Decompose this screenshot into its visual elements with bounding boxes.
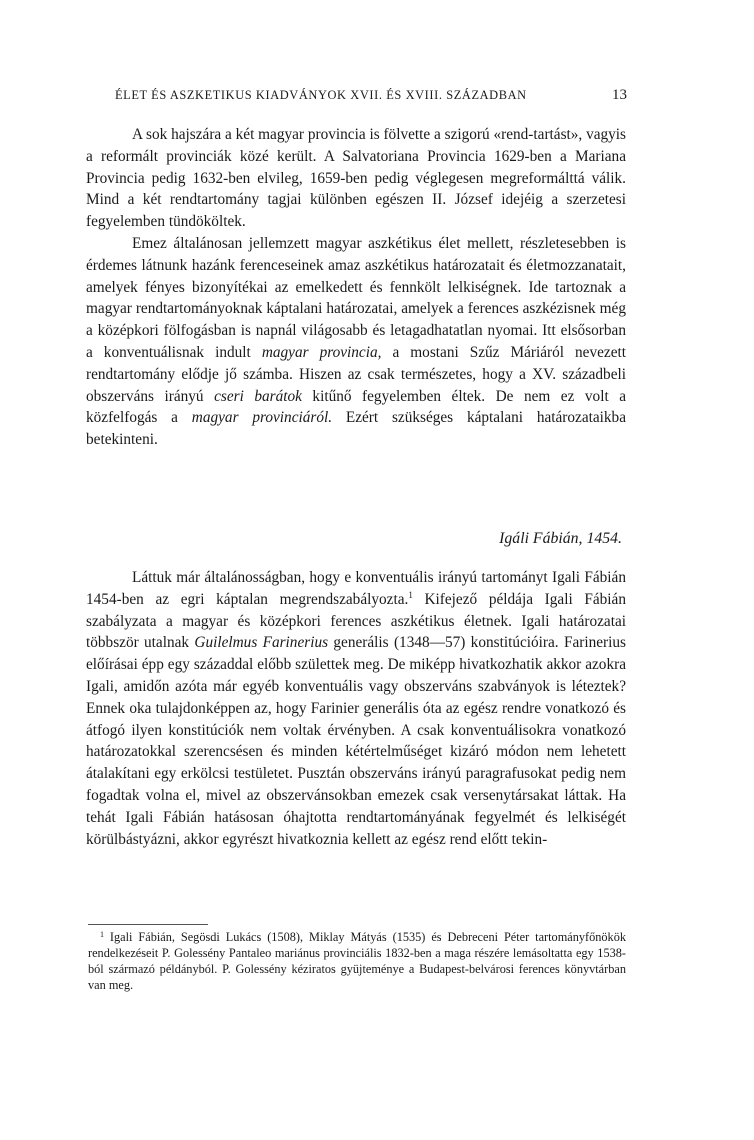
paragraph-3-emphasis-1: Guilelmus Farinerius [194, 634, 329, 652]
running-head-title: ÉLET ÉS ASZKETIKUS KIADVÁNYOK XVII. ÉS XVIII. SZÁZADBAN [115, 88, 527, 102]
footnote-reference: 1 [408, 589, 413, 600]
paragraph-3-text-3: generális (1348—57) konstitúcióira. Farinerius előírásai épp egy századdal előbb születtek meg. De miképp hivatkozhatik akkor azokra Igali, amidőn azóta már egyéb konventuális vagy obszerváns szabványok is léteztek? Ennek oka tulajdonképpen az, hogy Farinier generális óta az egész rendre vonatkozó és átfogó ilyen konstitúciók nem voltak érvényben. A csak konventuálisokra vonatkozó határozatokkal szerencsésen és minden kétértelműséget kizáró módon nem lehetett átalakítani egy erkölcsi testületet. Pusztán obszerváns irányú paragrafusokat pedig nem fogadtak volna el, mivel az obszervánsokban emezek csak versenytársakat láttak. Ha tehát Igali Fábián hatásosan óhajtotta rendtartományának fegyelmét és lelkiségét körülbástyázni, akkor egyrészt hivatkoznia kellett az egész rend előtt tekin- [86, 634, 626, 848]
paragraph-2-text-2: a mostani Szűz Máriáról nevezett rendtartomány elődje jő számba. Hiszen az csak természetes, hogy a XV. századbeli obszerváns irányú [86, 343, 626, 405]
paragraph-2-emphasis-3: magyar provinciáról. [191, 409, 333, 427]
footnote-mark: 1 [100, 930, 104, 939]
paragraph-2-text-4: Ezért szükséges káptalani határozataikba betekinteni. [86, 409, 626, 449]
footnote [88, 930, 626, 994]
paragraph-3-text-2: Kifejező példája Igali Fábián szabályzata a magyar és középkori ferences aszkétikus életnek. Igali határozatai többször utalnak [86, 590, 626, 652]
paragraph-2-text-1: Emez általánosan jellemzett magyar aszkétikus élet mellett, részletesebben is érdemes látnunk hazánk ferenceseinek amaz aszkétikus határozatait és életmozzanatait, amelyek fényes bizonyítékai az emelkedett és fennkölt lelkiségnek. Ide tartoznak a magyar rendtartományoknak káptalani határozatai, amelyek a ferences aszkézisnek még a középkori fölfogásban is napnál világosabb és letagadhatatlan nyomai. Itt elsősorban a konventuálisnak indult [86, 234, 626, 361]
paragraph-2-emphasis-2: cseri barátok [214, 387, 302, 405]
paragraph-2-emphasis-1: magyar provincia, [261, 343, 382, 361]
paragraph-3 [86, 567, 626, 850]
paragraph-3-text-1: Láttuk már általánosságban, hogy e konventuális irányú tartományt Igali Fábián 1454-ben az egri káptalan megrendszabályozta. [86, 569, 626, 608]
paragraph-2 [86, 233, 626, 451]
paragraph-1: A sok hajszára a két magyar provincia is fölvette a szigorú «rend-tartást», vagyis a reformált provinciák közé került. A Salvatoriana Provincia 1629-ben a Mariana Provincia pedig 1632-ben elvileg, 1659-ben pedig véglegesen megreformálttá válik. Mind a két rendtartomány tagjai különben egészen II. József idejéig a szerzetesi fegyelemben tündököltek. [86, 126, 627, 231]
footnote-divider [88, 924, 208, 925]
page-number: 13 [612, 87, 627, 103]
section-signature: Igáli Fábián, 1454. [499, 530, 622, 547]
running-head [115, 88, 627, 110]
paragraph-2-text-3: kitűnő fegyelemben éltek. De nem ez volt a közfelfogás a [86, 387, 626, 427]
footnote-text: Igali Fábián, Segösdi Lukács (1508), Miklay Mátyás (1535) és Debreceni Péter tartományfőnökök rendelkezéseit P. Golessény Pantaleo mariánus provinciális 1832-ben a maga részére lemásoltatta egy 1538-ból származó példányból. P. Golessény kéziratos gyüjteménye a Budapest-belvárosi ferences könyvtárban van meg. [88, 930, 626, 992]
body-text [86, 124, 627, 848]
